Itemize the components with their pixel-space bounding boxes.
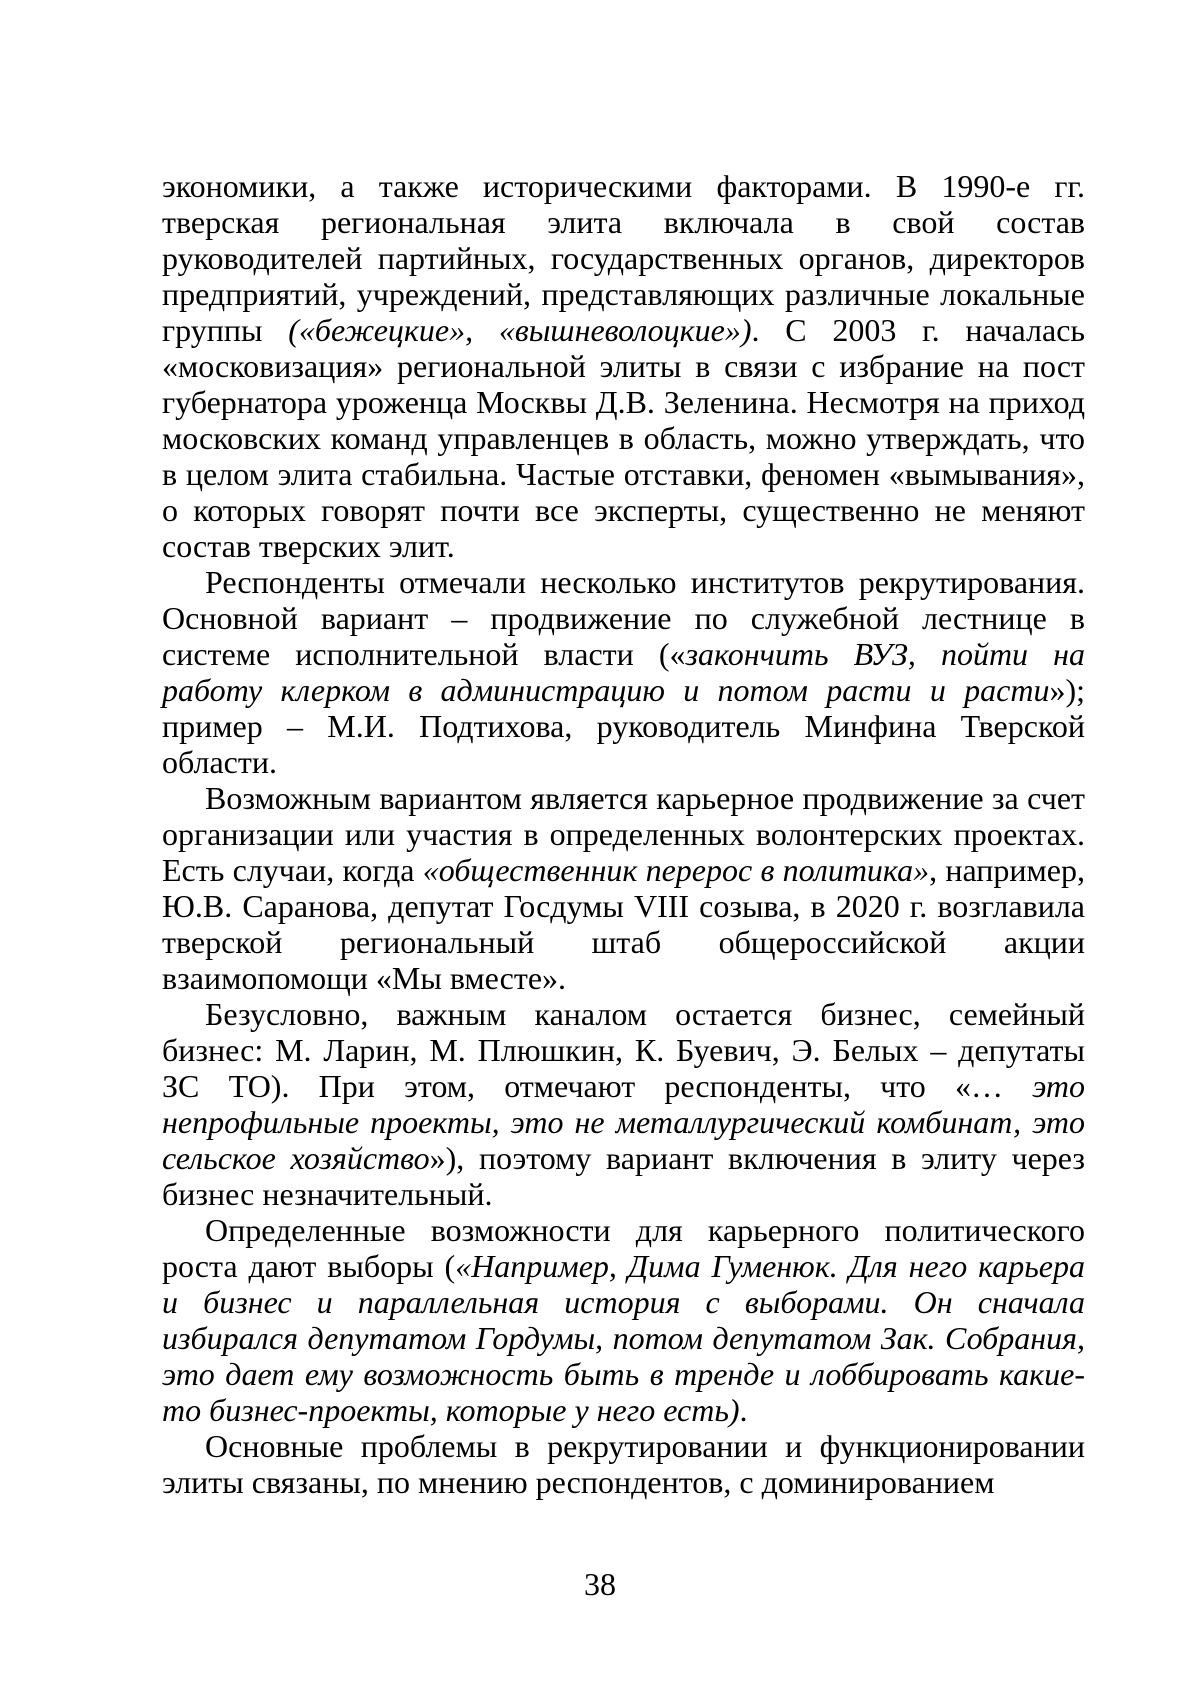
paragraph bbox=[162, 564, 1085, 780]
text-run: Безусловно, важным каналом остается бизнес, семейный бизнес: М. Ларин, М. Плюшкин, К. Буевич, Э. Белых – депутаты ЗС ТО). При этом, отмечают респонденты, что «… bbox=[162, 996, 1085, 1104]
text-run: , например, Ю.В. Саранова, депутат Госдумы VIII созыва, в 2020 г. возглавила тверской региональный штаб общероссийской акции взаимопомощи «Мы вместе». bbox=[162, 852, 1086, 996]
text-run: . bbox=[739, 1392, 748, 1428]
text-run: »); пример – М.И. Подтихова, руководитель Минфина Тверской области. bbox=[162, 672, 1085, 780]
text-run: . С 2003 г. началась «московизация» региональной элиты в связи с избрание на пост губернатора уроженца Москвы Д.В. Зеленина. Несмотря на приход московских команд управленцев в область, можно утверждать, что в целом элита стабильна. Частые отставки, феномен «вымывания», о которых говорят почти все эксперты, существенно не меняют состав тверских элит. bbox=[162, 312, 1086, 564]
paragraph bbox=[162, 168, 1085, 564]
text-run: «Например, Дима Гуменюк. Для него карьера и бизнес и параллельная история с выборами. Он сначала избирался депутатом Гордумы, потом депутатом Зак. Собрания, это дает ему возможность быть в тренде и лоббировать какие-то бизнес-проекты, которые у него есть) bbox=[162, 1248, 1086, 1428]
text-run: закончить ВУЗ, пойти на работу клерком в администрацию и потом расти и расти bbox=[162, 636, 1086, 708]
text-run: Возможным вариантом является карьерное продвижение за счет организации или участия в определенных волонтерских проектах. Есть случаи, когда bbox=[162, 780, 1085, 888]
paragraph bbox=[162, 1428, 1085, 1500]
text-run: экономики, а также историческими факторами. В 1990-е гг. тверская региональная элита включала в свой состав руководителей партийных, государственных органов, директоров предприятий, учреждений, представляющих различные локальные группы bbox=[162, 168, 1085, 348]
text-run: Респонденты отмечали несколько институтов рекрутирования. Основной вариант – продвижение по служебной лестнице в системе исполнительной власти (« bbox=[162, 564, 1085, 672]
paragraph bbox=[162, 1212, 1085, 1428]
paragraph bbox=[162, 780, 1085, 996]
text-run: «общественник перерос в политика» bbox=[422, 852, 930, 888]
text-run: Основные проблемы в рекрутировании и функционировании элиты связаны, по мнению респондентов, с доминированием bbox=[162, 1428, 1085, 1500]
body-text bbox=[162, 168, 1085, 1500]
page-number: 38 bbox=[584, 1566, 616, 1602]
text-run: это непрофильные проекты, это не металлургический комбинат, это сельское хозяйство bbox=[162, 1068, 1085, 1176]
text-run: »), поэтому вариант включения в элиту через бизнес незначительный. bbox=[162, 1140, 1086, 1212]
paragraph bbox=[162, 996, 1085, 1212]
text-run: Определенные возможности для карьерного политического роста дают выборы ( bbox=[162, 1212, 1085, 1284]
text-run: («бежецкие», «вышневолоцкие») bbox=[288, 312, 752, 348]
